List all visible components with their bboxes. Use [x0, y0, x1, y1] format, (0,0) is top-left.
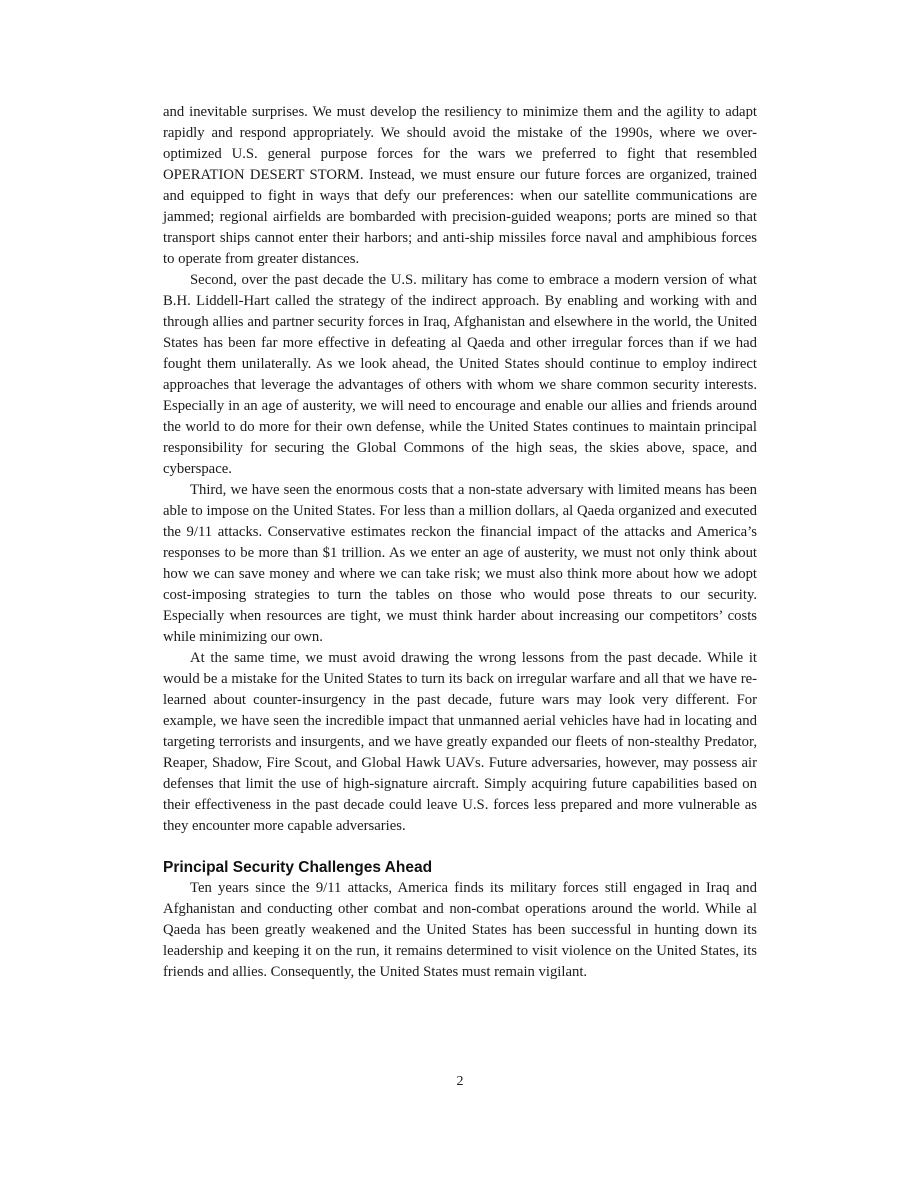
document-page	[163, 102, 757, 983]
body-paragraph-same-time: At the same time, we must avoid drawing the wrong lessons from the past decade. While it would be a mistake for the United States to turn its back on irregular warfare and all that we have re-learned about counter-insurgency in the past decade, future wars may look very different. For example, we have seen the incredible impact that unmanned aerial vehicles have had in locating and targeting terrorists and insurgents, and we have greatly expanded our fleets of non-stealthy Predator, Reaper, Shadow, Fire Scout, and Global Hawk UAVs. Future adversaries, however, may possess air defenses that limit the use of high-signature aircraft. Simply acquiring future capabilities based on their effectiveness in the past decade could leave U.S. forces less prepared and more vulnerable as they encounter more capable adversaries.	[163, 650, 757, 834]
body-paragraph-third: Third, we have seen the enormous costs that a non-state adversary with limited means has been able to impose on the United States. For less than a million dollars, al Qaeda organized and executed the 9/11 attacks. Conservative estimates reckon the financial impact of the attacks and America’s responses to be more than $1 trillion. As we enter an age of austerity, we must not only think about how we can save money and where we can take risk; we must also think more about how we adopt cost-imposing strategies to turn the tables on those who would pose threats to our security. Especially when resources are tight, we must think harder about increasing our competitors’ costs while minimizing our own.	[163, 482, 757, 645]
page-number: 2	[456, 1074, 464, 1089]
body-paragraph-ten-years: Ten years since the 9/11 attacks, America finds its military forces still engaged in Iraq and Afghanistan and conducting other combat and non-combat operations around the world. While al Qaeda has been greatly weakened and the United States has been successful in hunting down its leadership and keeping it on the run, it remains determined to visit violence on the United States, its friends and allies. Consequently, the United States must remain vigilant.	[163, 880, 757, 980]
body-paragraph-second: Second, over the past decade the U.S. military has come to embrace a modern version of what B.H. Liddell-Hart called the strategy of the indirect approach. By enabling and working with and through allies and partner security forces in Iraq, Afghanistan and elsewhere in the world, the United States has been far more effective in defeating al Qaeda and other irregular forces than if we had fought them unilaterally. As we look ahead, the United States should continue to employ indirect approaches that leverage the advantages of others with whom we share common security interests. Especially in an age of austerity, we will need to encourage and enable our allies and friends around the world to do more for their own defense, while the United States continues to maintain principal responsibility for securing the Global Commons of the high seas, the skies above, space, and cyberspace.	[163, 272, 757, 477]
section-heading: Principal Security Challenges Ahead	[163, 859, 433, 876]
body-paragraph-continued: and inevitable surprises. We must develop the resiliency to minimize them and the agility to adapt rapidly and respond appropriately. We should avoid the mistake of the 1990s, where we over-optimized U.S. general purpose forces for the wars we preferred to fight that resembled OPERATION DESERT STORM. Instead, we must ensure our future forces are organized, trained and equipped to fight in ways that defy our preferences: when our satellite communications are jammed; regional airfields are bombarded with precision-guided weapons; ports are mined so that transport ships cannot enter their harbors; and anti-ship missiles force naval and amphibious forces to operate from greater distances.	[163, 104, 757, 267]
